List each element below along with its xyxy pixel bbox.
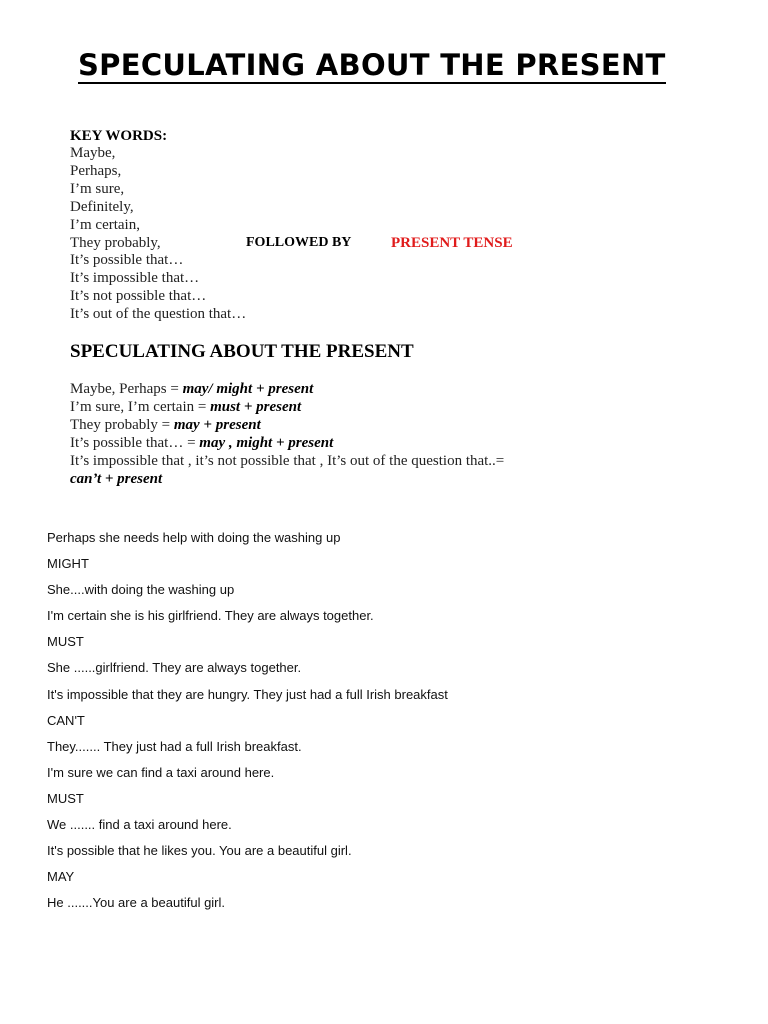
rules-list: [70, 381, 504, 488]
exercise-line: I'm certain she is his girlfriend. They are always together.: [47, 608, 374, 624]
section-title: SPECULATING ABOUT THE PRESENT: [70, 341, 414, 362]
rule-item: [70, 417, 504, 435]
present-tense-label: PRESENT TENSE: [391, 235, 513, 251]
rule-text: It’s impossible that , it’s not possible that , It’s out of the question that..=: [70, 452, 505, 469]
exercise-line: MUST: [47, 634, 84, 650]
rule-text: I’m sure, I’m certain =: [70, 398, 211, 415]
exercise-line: CAN'T: [47, 712, 85, 728]
exercise-list: [47, 529, 448, 920]
rule-form: must + present: [210, 398, 302, 415]
key-word-item: It’s impossible that…: [70, 270, 200, 287]
exercise-line: They....... They just had a full Irish breakfast.: [47, 738, 302, 754]
rule-text: They probably =: [70, 416, 174, 433]
exercise-line: She....with doing the washing up: [47, 582, 235, 598]
rule-item: [70, 453, 504, 471]
exercise-line: She ......girlfriend. They are always together.: [47, 660, 302, 676]
rule-form: may , might + present: [199, 434, 334, 451]
key-word-item: It’s not possible that…: [70, 288, 207, 305]
exercise-line: It's possible that he likes you. You are a beautiful girl.: [47, 843, 352, 859]
key-word-item: I’m sure,: [70, 180, 125, 197]
rule-item: [70, 381, 504, 399]
key-word-item: Perhaps,: [70, 162, 122, 179]
followed-by-label: FOLLOWED BY: [246, 235, 352, 250]
rule-form: may + present: [173, 416, 261, 433]
rule-form: may/ might + present: [182, 381, 314, 397]
key-words-heading: KEY WORDS:: [70, 128, 168, 144]
rule-item: [70, 471, 504, 489]
exercise-line: MAY: [47, 869, 75, 885]
rule-form: can’t + present: [70, 470, 163, 487]
page-title: SPECULATING ABOUT THE PRESENT: [78, 48, 666, 82]
exercise-line: Perhaps she needs help with doing the washing up: [47, 530, 341, 545]
key-words-list: [70, 145, 246, 324]
key-word-item: It’s out of the question that…: [70, 306, 247, 323]
key-word-item: Definitely,: [70, 198, 134, 215]
rule-item: [70, 399, 504, 417]
exercise-line: I'm sure we can find a taxi around here.: [47, 764, 275, 780]
exercise-line: It's impossible that they are hungry. They just had a full Irish breakfast: [47, 686, 448, 702]
exercise-line: MIGHT: [47, 556, 89, 572]
key-word-item: Maybe,: [70, 145, 116, 161]
rule-text: Maybe, Perhaps =: [70, 381, 183, 397]
exercise-line: We ....... find a taxi around here.: [47, 817, 232, 833]
key-word-item: They probably,: [70, 234, 161, 251]
exercise-line: MUST: [47, 790, 84, 806]
key-word-item: I’m certain,: [70, 216, 140, 233]
rule-item: [70, 435, 504, 453]
exercise-line: He .......You are a beautiful girl.: [47, 895, 226, 911]
rule-text: It’s possible that… =: [70, 434, 200, 451]
key-word-item: It’s possible that…: [70, 252, 184, 269]
